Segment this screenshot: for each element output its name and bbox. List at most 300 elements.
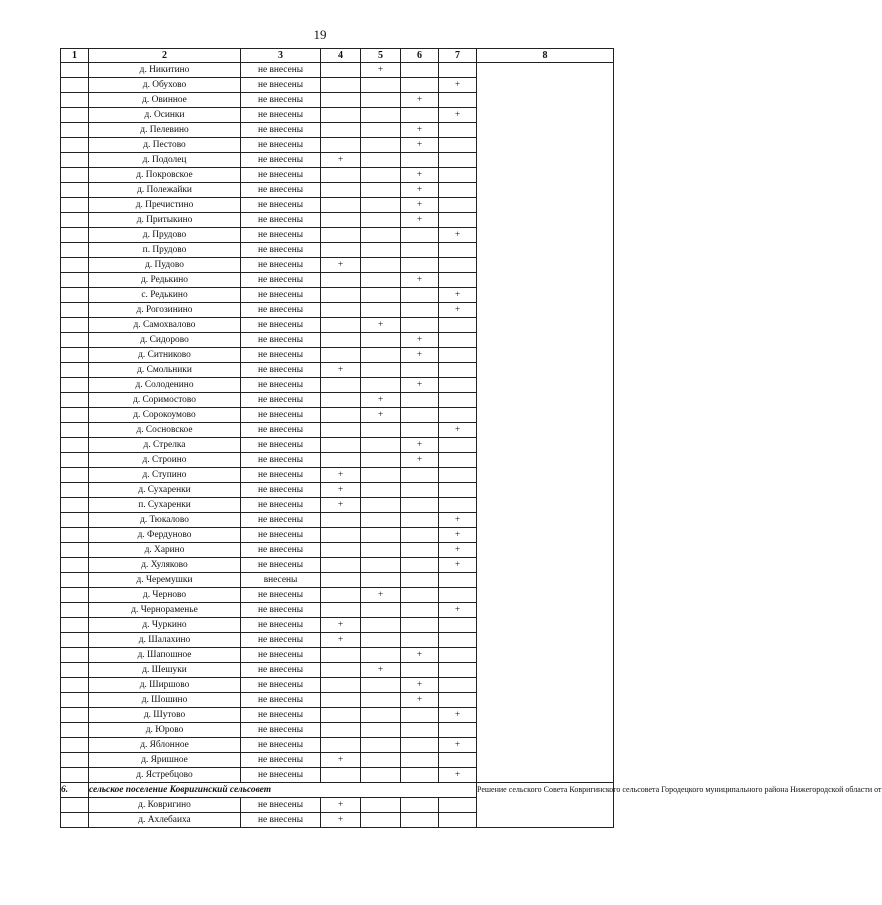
settlement-name: д. Пелевино xyxy=(89,123,241,138)
mark-c4 xyxy=(321,243,361,258)
row-number-cell xyxy=(61,513,89,528)
mark-c6 xyxy=(401,393,439,408)
settlement-name: д. Ситниково xyxy=(89,348,241,363)
mark-c5 xyxy=(361,648,401,663)
mark-c7 xyxy=(439,138,477,153)
mark-c7 xyxy=(439,408,477,423)
header-col-2: 2 xyxy=(89,49,241,63)
mark-c6: + xyxy=(401,123,439,138)
row-number-cell xyxy=(61,633,89,648)
settlement-name: д. Фердуново xyxy=(89,528,241,543)
settlement-name: д. Покровское xyxy=(89,168,241,183)
mark-c6: + xyxy=(401,213,439,228)
mark-c6 xyxy=(401,588,439,603)
mark-c4 xyxy=(321,288,361,303)
mark-c4 xyxy=(321,588,361,603)
mark-c6: + xyxy=(401,378,439,393)
status-cell: не внесены xyxy=(241,528,321,543)
row-number-cell xyxy=(61,408,89,423)
mark-c6: + xyxy=(401,93,439,108)
mark-c5 xyxy=(361,513,401,528)
mark-c4 xyxy=(321,573,361,588)
mark-c5 xyxy=(361,288,401,303)
settlement-name: д. Шалахино xyxy=(89,633,241,648)
mark-c7 xyxy=(439,468,477,483)
status-cell: не внесены xyxy=(241,123,321,138)
status-cell: не внесены xyxy=(241,468,321,483)
status-cell: внесены xyxy=(241,573,321,588)
status-cell: не внесены xyxy=(241,663,321,678)
mark-c5 xyxy=(361,243,401,258)
mark-c4: + xyxy=(321,498,361,513)
row-number-cell xyxy=(61,498,89,513)
row-number-cell xyxy=(61,63,89,78)
settlement-name: д. Солоденино xyxy=(89,378,241,393)
row-number-cell xyxy=(61,303,89,318)
mark-c4 xyxy=(321,318,361,333)
settlement-name: с. Редькино xyxy=(89,288,241,303)
mark-c4 xyxy=(321,663,361,678)
mark-c4 xyxy=(321,273,361,288)
mark-c4 xyxy=(321,423,361,438)
mark-c5 xyxy=(361,333,401,348)
mark-c5: + xyxy=(361,408,401,423)
mark-c4 xyxy=(321,513,361,528)
status-cell: не внесены xyxy=(241,93,321,108)
mark-c5 xyxy=(361,168,401,183)
settlement-name: д. Осинки xyxy=(89,108,241,123)
section-note: Решение сельского Совета Ковригинского сельсовета Городецкого муниципального района Нижегородской области от xyxy=(477,783,614,828)
mark-c5: + xyxy=(361,63,401,78)
row-number-cell xyxy=(61,543,89,558)
mark-c5 xyxy=(361,573,401,588)
mark-c6: + xyxy=(401,198,439,213)
settlement-name: д. Подолец xyxy=(89,153,241,168)
mark-c7 xyxy=(439,213,477,228)
status-cell: не внесены xyxy=(241,633,321,648)
row-number-cell xyxy=(61,603,89,618)
mark-c6: + xyxy=(401,168,439,183)
settlement-name: д. Яришное xyxy=(89,753,241,768)
mark-c5 xyxy=(361,423,401,438)
mark-c6 xyxy=(401,318,439,333)
mark-c4: + xyxy=(321,483,361,498)
settlement-name: д. Смольники xyxy=(89,363,241,378)
settlement-name: д. Сорокоумово xyxy=(89,408,241,423)
mark-c5 xyxy=(361,723,401,738)
mark-c4: + xyxy=(321,618,361,633)
mark-c7 xyxy=(439,693,477,708)
mark-c7 xyxy=(439,378,477,393)
status-cell: не внесены xyxy=(241,303,321,318)
status-cell: не внесены xyxy=(241,138,321,153)
mark-c5 xyxy=(361,198,401,213)
settlement-name: д. Сосновское xyxy=(89,423,241,438)
mark-c5: + xyxy=(361,318,401,333)
row-number-cell xyxy=(61,813,89,828)
settlement-name: д. Яблонное xyxy=(89,738,241,753)
row-number-cell xyxy=(61,363,89,378)
mark-c5 xyxy=(361,273,401,288)
row-number-cell xyxy=(61,528,89,543)
mark-c7 xyxy=(439,648,477,663)
settlement-name: д. Хуляково xyxy=(89,558,241,573)
mark-c5 xyxy=(361,438,401,453)
mark-c6 xyxy=(401,768,439,783)
row-number-cell xyxy=(61,318,89,333)
mark-c7 xyxy=(439,483,477,498)
mark-c4 xyxy=(321,693,361,708)
mark-c6 xyxy=(401,243,439,258)
mark-c4 xyxy=(321,528,361,543)
mark-c6: + xyxy=(401,348,439,363)
mark-c6 xyxy=(401,723,439,738)
row-number-cell xyxy=(61,798,89,813)
mark-c7: + xyxy=(439,288,477,303)
mark-c7 xyxy=(439,333,477,348)
mark-c4 xyxy=(321,603,361,618)
mark-c6 xyxy=(401,483,439,498)
mark-c5 xyxy=(361,93,401,108)
mark-c6 xyxy=(401,738,439,753)
mark-c5: + xyxy=(361,588,401,603)
row-number-cell xyxy=(61,678,89,693)
mark-c6 xyxy=(401,498,439,513)
settlement-name: д. Полежайки xyxy=(89,183,241,198)
mark-c5 xyxy=(361,708,401,723)
row-number-cell xyxy=(61,723,89,738)
mark-c6 xyxy=(401,513,439,528)
mark-c5 xyxy=(361,78,401,93)
mark-c5 xyxy=(361,753,401,768)
mark-c7: + xyxy=(439,603,477,618)
mark-c5 xyxy=(361,768,401,783)
status-cell: не внесены xyxy=(241,453,321,468)
mark-c7 xyxy=(439,258,477,273)
page-number: 19 xyxy=(313,27,327,42)
status-cell: не внесены xyxy=(241,813,321,828)
mark-c5 xyxy=(361,738,401,753)
mark-c4 xyxy=(321,333,361,348)
mark-c6 xyxy=(401,363,439,378)
mark-c5 xyxy=(361,303,401,318)
mark-c5 xyxy=(361,693,401,708)
mark-c7 xyxy=(439,393,477,408)
row-number-cell xyxy=(61,243,89,258)
mark-c4 xyxy=(321,123,361,138)
status-cell: не внесены xyxy=(241,63,321,78)
row-number-cell xyxy=(61,153,89,168)
mark-c5 xyxy=(361,213,401,228)
settlement-name: д. Черемушки xyxy=(89,573,241,588)
row-number-cell xyxy=(61,108,89,123)
mark-c4 xyxy=(321,408,361,423)
mark-c7 xyxy=(439,588,477,603)
mark-c7: + xyxy=(439,303,477,318)
header-col-5: 5 xyxy=(361,49,401,63)
settlement-name: д. Сухаренки xyxy=(89,483,241,498)
settlement-name: д. Стрелка xyxy=(89,438,241,453)
settlement-name: д. Овинное xyxy=(89,93,241,108)
mark-c7: + xyxy=(439,423,477,438)
status-cell: не внесены xyxy=(241,288,321,303)
settlement-name: д. Тюкалово xyxy=(89,513,241,528)
mark-c6 xyxy=(401,258,439,273)
mark-c6 xyxy=(401,573,439,588)
mark-c6 xyxy=(401,753,439,768)
status-cell: не внесены xyxy=(241,708,321,723)
mark-c5 xyxy=(361,138,401,153)
mark-c5 xyxy=(361,798,401,813)
mark-c7: + xyxy=(439,228,477,243)
mark-c4: + xyxy=(321,468,361,483)
row-number-cell xyxy=(61,438,89,453)
settlements-table xyxy=(60,48,882,828)
mark-c5 xyxy=(361,453,401,468)
mark-c5: + xyxy=(361,393,401,408)
mark-c7: + xyxy=(439,708,477,723)
row-number-cell xyxy=(61,258,89,273)
table-row xyxy=(61,63,614,78)
status-cell: не внесены xyxy=(241,603,321,618)
settlement-name: д. Шешуки xyxy=(89,663,241,678)
table-header xyxy=(61,49,614,63)
mark-c7 xyxy=(439,573,477,588)
settlement-name: д. Ковригино xyxy=(89,798,241,813)
mark-c7 xyxy=(439,663,477,678)
mark-c4 xyxy=(321,543,361,558)
status-cell: не внесены xyxy=(241,273,321,288)
mark-c6 xyxy=(401,468,439,483)
mark-c7 xyxy=(439,63,477,78)
mark-c6: + xyxy=(401,273,439,288)
mark-c5 xyxy=(361,498,401,513)
row-number-cell xyxy=(61,453,89,468)
mark-c5 xyxy=(361,153,401,168)
mark-c4: + xyxy=(321,153,361,168)
mark-c7 xyxy=(439,273,477,288)
settlement-name: д. Прудово xyxy=(89,228,241,243)
mark-c4: + xyxy=(321,633,361,648)
mark-c5 xyxy=(361,123,401,138)
mark-c4 xyxy=(321,648,361,663)
mark-c7 xyxy=(439,243,477,258)
mark-c7: + xyxy=(439,543,477,558)
mark-c6 xyxy=(401,633,439,648)
mark-c5 xyxy=(361,363,401,378)
row-number-cell xyxy=(61,663,89,678)
note-cell-blank xyxy=(477,63,614,783)
mark-c7 xyxy=(439,438,477,453)
mark-c6: + xyxy=(401,333,439,348)
settlement-name: д. Пречистино xyxy=(89,198,241,213)
mark-c4 xyxy=(321,108,361,123)
settlement-name: д. Сидорово xyxy=(89,333,241,348)
row-number-cell xyxy=(61,738,89,753)
row-number-cell xyxy=(61,348,89,363)
mark-c4: + xyxy=(321,363,361,378)
mark-c6 xyxy=(401,663,439,678)
mark-c6: + xyxy=(401,453,439,468)
status-cell: не внесены xyxy=(241,723,321,738)
mark-c4 xyxy=(321,768,361,783)
mark-c7 xyxy=(439,723,477,738)
mark-c7 xyxy=(439,168,477,183)
status-cell: не внесены xyxy=(241,183,321,198)
mark-c4 xyxy=(321,393,361,408)
mark-c6 xyxy=(401,288,439,303)
table-body xyxy=(61,63,882,828)
mark-c5 xyxy=(361,633,401,648)
settlement-name: д. Рогозинино xyxy=(89,303,241,318)
row-number-cell xyxy=(61,753,89,768)
status-cell: не внесены xyxy=(241,648,321,663)
settlement-name: д. Обухово xyxy=(89,78,241,93)
settlement-name: д. Строино xyxy=(89,453,241,468)
mark-c6 xyxy=(401,78,439,93)
status-cell: не внесены xyxy=(241,678,321,693)
status-cell: не внесены xyxy=(241,228,321,243)
mark-c6: + xyxy=(401,438,439,453)
settlement-name: д. Ахлебаиха xyxy=(89,813,241,828)
row-number-cell xyxy=(61,183,89,198)
mark-c7 xyxy=(439,798,477,813)
mark-c6 xyxy=(401,528,439,543)
mark-c4 xyxy=(321,453,361,468)
mark-c7: + xyxy=(439,558,477,573)
settlement-name: д. Ступино xyxy=(89,468,241,483)
section-row xyxy=(61,783,614,798)
status-cell: не внесены xyxy=(241,258,321,273)
settlement-name: д. Харино xyxy=(89,543,241,558)
mark-c6 xyxy=(401,813,439,828)
row-number-cell xyxy=(61,648,89,663)
mark-c7 xyxy=(439,93,477,108)
status-cell: не внесены xyxy=(241,513,321,528)
mark-c4: + xyxy=(321,798,361,813)
mark-c7 xyxy=(439,753,477,768)
status-cell: не внесены xyxy=(241,393,321,408)
mark-c4: + xyxy=(321,258,361,273)
row-number-cell xyxy=(61,573,89,588)
mark-c6 xyxy=(401,543,439,558)
mark-c6 xyxy=(401,108,439,123)
mark-c5 xyxy=(361,618,401,633)
status-cell: не внесены xyxy=(241,408,321,423)
mark-c7 xyxy=(439,633,477,648)
status-cell: не внесены xyxy=(241,498,321,513)
mark-c5 xyxy=(361,183,401,198)
status-cell: не внесены xyxy=(241,693,321,708)
settlement-name: д. Ястребцово xyxy=(89,768,241,783)
section-number: 6. xyxy=(61,783,89,798)
settlement-name: д. Ширшово xyxy=(89,678,241,693)
status-cell: не внесены xyxy=(241,198,321,213)
mark-c4 xyxy=(321,93,361,108)
mark-c7: + xyxy=(439,513,477,528)
settlement-name: п. Прудово xyxy=(89,243,241,258)
mark-c6: + xyxy=(401,183,439,198)
mark-c5 xyxy=(361,348,401,363)
mark-c5: + xyxy=(361,663,401,678)
mark-c7 xyxy=(439,123,477,138)
header-col-8: 8 xyxy=(477,49,614,63)
mark-c5 xyxy=(361,468,401,483)
mark-c4 xyxy=(321,63,361,78)
status-cell: не внесены xyxy=(241,153,321,168)
mark-c6: + xyxy=(401,693,439,708)
status-cell: не внесены xyxy=(241,108,321,123)
row-number-cell xyxy=(61,768,89,783)
settlement-name: д. Шутово xyxy=(89,708,241,723)
mark-c4 xyxy=(321,198,361,213)
status-cell: не внесены xyxy=(241,348,321,363)
mark-c7 xyxy=(439,813,477,828)
status-cell: не внесены xyxy=(241,78,321,93)
settlement-name: д. Самохвалово xyxy=(89,318,241,333)
mark-c4 xyxy=(321,708,361,723)
mark-c6 xyxy=(401,63,439,78)
mark-c4 xyxy=(321,438,361,453)
mark-c6 xyxy=(401,228,439,243)
mark-c4 xyxy=(321,348,361,363)
row-number-cell xyxy=(61,423,89,438)
mark-c4 xyxy=(321,678,361,693)
row-number-cell xyxy=(61,78,89,93)
mark-c5 xyxy=(361,558,401,573)
mark-c7 xyxy=(439,348,477,363)
row-number-cell xyxy=(61,693,89,708)
status-cell: не внесены xyxy=(241,438,321,453)
row-number-cell xyxy=(61,618,89,633)
mark-c4 xyxy=(321,378,361,393)
header-col-3: 3 xyxy=(241,49,321,63)
mark-c6 xyxy=(401,303,439,318)
mark-c7: + xyxy=(439,768,477,783)
section-name: сельское поселение Ковригинский сельсовет xyxy=(89,783,477,798)
row-number-cell xyxy=(61,138,89,153)
mark-c4 xyxy=(321,213,361,228)
mark-c7 xyxy=(439,198,477,213)
status-cell: не внесены xyxy=(241,378,321,393)
settlement-name: п. Сухаренки xyxy=(89,498,241,513)
row-number-cell xyxy=(61,588,89,603)
status-cell: не внесены xyxy=(241,753,321,768)
status-cell: не внесены xyxy=(241,168,321,183)
mark-c7 xyxy=(439,153,477,168)
row-number-cell xyxy=(61,288,89,303)
mark-c7 xyxy=(439,363,477,378)
header-col-1: 1 xyxy=(61,49,89,63)
mark-c6 xyxy=(401,798,439,813)
header-col-4: 4 xyxy=(321,49,361,63)
settlement-name: д. Чернораменье xyxy=(89,603,241,618)
row-number-cell xyxy=(61,483,89,498)
status-cell: не внесены xyxy=(241,588,321,603)
row-number-cell xyxy=(61,558,89,573)
header-col-7: 7 xyxy=(439,49,477,63)
header-col-6: 6 xyxy=(401,49,439,63)
mark-c7 xyxy=(439,618,477,633)
mark-c5 xyxy=(361,603,401,618)
mark-c4 xyxy=(321,183,361,198)
mark-c5 xyxy=(361,228,401,243)
settlement-name: д. Соримостово xyxy=(89,393,241,408)
settlement-name: д. Шапошное xyxy=(89,648,241,663)
row-number-cell xyxy=(61,123,89,138)
mark-c5 xyxy=(361,108,401,123)
mark-c6 xyxy=(401,708,439,723)
